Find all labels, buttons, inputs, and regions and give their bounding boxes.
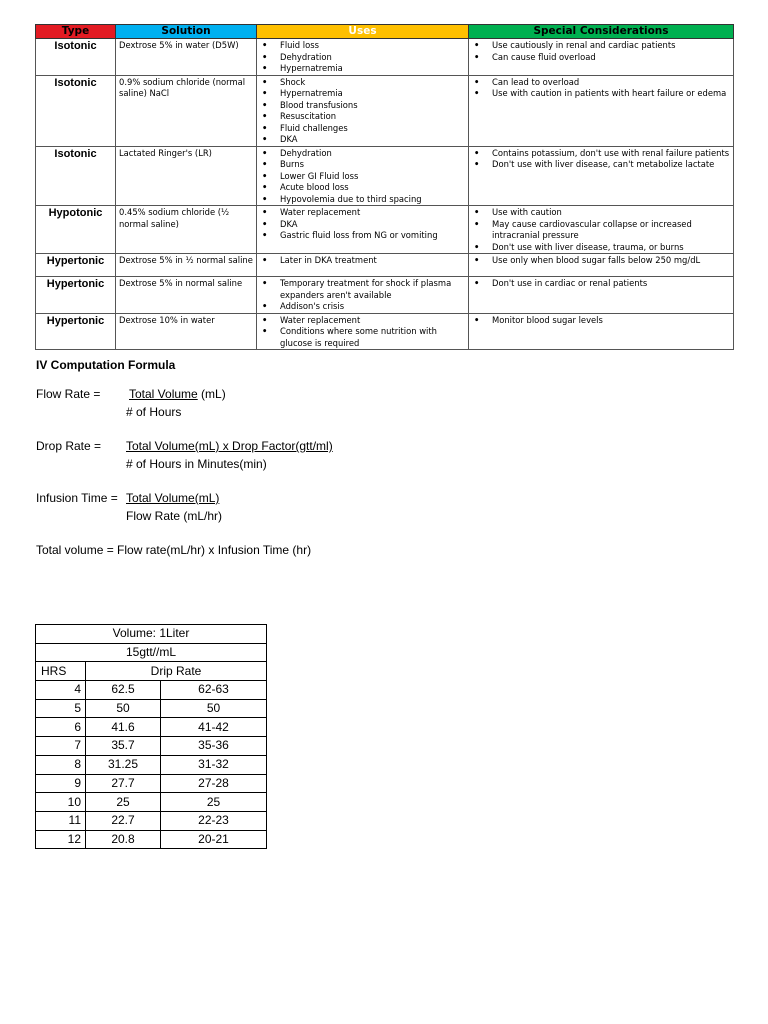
iv-table-row	[36, 313, 734, 350]
iv-special-considerations-cell	[469, 39, 734, 76]
considerations-list	[472, 315, 730, 327]
drip-exact-cell: 20.8	[86, 830, 161, 849]
iv-solutions-table	[35, 24, 734, 350]
use-item: • Dehydration	[260, 52, 465, 64]
total-volume-formula: Total volume = Flow rate(mL/hr) x Infusion Time (hr)	[36, 543, 312, 557]
uses-list	[260, 278, 465, 313]
consideration-item: • Don't use with liver disease, can't metabolize lactate	[472, 159, 730, 171]
uses-list	[260, 315, 465, 350]
iv-special-considerations-cell	[469, 75, 734, 146]
consideration-item: • Don't use with liver disease, trauma, or burns	[472, 242, 730, 254]
drip-hrs-cell: 11	[36, 811, 86, 830]
iv-special-considerations-cell	[469, 277, 734, 314]
iv-solution-cell: Lactated Ringer's (LR)	[116, 146, 257, 206]
drip-range-cell: 20-21	[161, 830, 267, 849]
iv-type-cell: Isotonic	[36, 39, 116, 76]
header-solution: Solution	[116, 25, 257, 39]
iv-uses-cell	[257, 75, 469, 146]
use-item: • Acute blood loss	[260, 182, 465, 194]
consideration-item: • Monitor blood sugar levels	[472, 315, 730, 327]
considerations-list	[472, 278, 730, 290]
use-item: • Hypernatremia	[260, 63, 465, 75]
drip-hrs-cell: 8	[36, 755, 86, 774]
iv-uses-cell	[257, 277, 469, 314]
drip-factor-cell: 15gtt//mL	[36, 643, 267, 662]
considerations-list	[472, 40, 730, 63]
consideration-item: • Can lead to overload	[472, 77, 730, 89]
drip-volume-cell: Volume: 1Liter	[36, 625, 267, 644]
iv-type-cell: Isotonic	[36, 146, 116, 206]
drip-exact-cell: 27.7	[86, 774, 161, 793]
use-item: • Water replacement	[260, 207, 465, 219]
use-item: • Water replacement	[260, 315, 465, 327]
consideration-item: • Don't use in cardiac or renal patients	[472, 278, 730, 290]
use-item: • Temporary treatment for shock if plasma expanders aren't available	[260, 278, 465, 301]
drop-rate-label: Drop Rate =	[36, 439, 102, 453]
drip-exact-cell: 22.7	[86, 811, 161, 830]
drip-hrs-cell: 7	[36, 737, 86, 756]
drip-hrs-cell: 4	[36, 681, 86, 700]
iv-table-row	[36, 254, 734, 277]
drip-volume-row	[36, 625, 267, 644]
drip-range-cell: 25	[161, 793, 267, 812]
header-type: Type	[36, 25, 116, 39]
drip-range-cell: 27-28	[161, 774, 267, 793]
drip-rate-row	[36, 718, 267, 737]
considerations-list	[472, 77, 730, 100]
iv-solution-cell: Dextrose 10% in water	[116, 313, 257, 350]
use-item: • Lower GI Fluid loss	[260, 171, 465, 183]
consideration-item: • Use only when blood sugar falls below 250 mg/dL	[472, 255, 730, 267]
iv-uses-cell	[257, 206, 469, 254]
drip-exact-cell: 35.7	[86, 737, 161, 756]
iv-solution-cell: Dextrose 5% in normal saline	[116, 277, 257, 314]
iv-uses-cell	[257, 146, 469, 206]
use-item: • Addison's crisis	[260, 301, 465, 313]
header-special-considerations: Special Considerations	[469, 25, 734, 39]
drip-range-cell: 50	[161, 699, 267, 718]
use-item: • Dehydration	[260, 148, 465, 160]
use-item: • Hypovolemia due to third spacing	[260, 194, 465, 206]
drip-rate-row	[36, 737, 267, 756]
consideration-item: • Use with caution	[472, 207, 730, 219]
consideration-item: • Use cautiously in renal and cardiac patients	[472, 40, 730, 52]
drip-rate-row	[36, 811, 267, 830]
drip-hrs-cell: 12	[36, 830, 86, 849]
use-item: • Blood transfusions	[260, 100, 465, 112]
formula-heading: IV Computation Formula	[36, 358, 176, 372]
consideration-item: • Contains potassium, don't use with renal failure patients	[472, 148, 730, 160]
iv-uses-cell	[257, 313, 469, 350]
use-item: • Burns	[260, 159, 465, 171]
drip-range-cell: 22-23	[161, 811, 267, 830]
drip-rate-row	[36, 681, 267, 700]
use-item: • Conditions where some nutrition with glucose is required	[260, 326, 465, 349]
flow-rate-numerator	[126, 387, 226, 401]
drip-header-row	[36, 662, 267, 681]
considerations-list	[472, 148, 730, 171]
iv-table-row	[36, 75, 734, 146]
iv-solution-cell: 0.45% sodium chloride (½ normal saline)	[116, 206, 257, 254]
drip-exact-cell: 41.6	[86, 718, 161, 737]
uses-list	[260, 207, 465, 242]
drip-exact-cell: 25	[86, 793, 161, 812]
uses-list	[260, 148, 465, 206]
iv-special-considerations-cell	[469, 146, 734, 206]
use-item: • Shock	[260, 77, 465, 89]
drip-rate-row	[36, 830, 267, 849]
iv-solution-cell: Dextrose 5% in water (D5W)	[116, 39, 257, 76]
iv-table-row	[36, 277, 734, 314]
flow-rate-numerator-unit: (mL)	[197, 387, 226, 401]
drip-range-cell: 41-42	[161, 718, 267, 737]
iv-table-row	[36, 39, 734, 76]
drip-hrs-cell: 6	[36, 718, 86, 737]
drip-hrs-cell: 5	[36, 699, 86, 718]
infusion-time-denominator: Flow Rate (mL/hr)	[126, 509, 223, 523]
consideration-item: • Use with caution in patients with heart failure or edema	[472, 88, 730, 100]
uses-list	[260, 77, 465, 146]
use-item: • Fluid challenges	[260, 123, 465, 135]
drip-exact-cell: 50	[86, 699, 161, 718]
drop-rate-numerator: Total Volume(mL) x Drop Factor(gtt/ml)	[126, 439, 333, 453]
use-item: • Hypernatremia	[260, 88, 465, 100]
drip-range-cell: 31-32	[161, 755, 267, 774]
flow-rate-label: Flow Rate =	[36, 387, 101, 401]
iv-special-considerations-cell	[469, 313, 734, 350]
drip-hrs-cell: 10	[36, 793, 86, 812]
drip-factor-row	[36, 643, 267, 662]
iv-special-considerations-cell	[469, 254, 734, 277]
use-item: • Resuscitation	[260, 111, 465, 123]
drip-rate-row	[36, 793, 267, 812]
drip-exact-cell: 31.25	[86, 755, 161, 774]
use-item: • DKA	[260, 219, 465, 231]
flow-rate-numerator-underlined: Total Volume	[129, 387, 198, 401]
iv-uses-cell	[257, 254, 469, 277]
uses-list	[260, 40, 465, 75]
use-item: • Gastric fluid loss from NG or vomiting	[260, 230, 465, 242]
drip-col-drip-rate: Drip Rate	[86, 662, 267, 681]
infusion-time-label: Infusion Time =	[36, 491, 118, 505]
iv-table-row	[36, 146, 734, 206]
iv-type-cell: Isotonic	[36, 75, 116, 146]
considerations-list	[472, 207, 730, 253]
drip-range-cell: 35-36	[161, 737, 267, 756]
considerations-list	[472, 255, 730, 267]
iv-solution-cell: 0.9% sodium chloride (normal saline) NaCl	[116, 75, 257, 146]
flow-rate-denominator: # of Hours	[126, 405, 182, 419]
infusion-time-numerator: Total Volume(mL)	[126, 491, 220, 505]
consideration-item: • May cause cardiovascular collapse or increased intracranial pressure	[472, 219, 730, 242]
drip-hrs-cell: 9	[36, 774, 86, 793]
drip-exact-cell: 62.5	[86, 681, 161, 700]
drip-rate-row	[36, 699, 267, 718]
drip-col-hrs: HRS	[36, 662, 86, 681]
iv-table-header-row	[36, 25, 734, 39]
drip-rate-row	[36, 755, 267, 774]
header-uses: Uses	[257, 25, 469, 39]
uses-list	[260, 255, 465, 267]
iv-solution-cell: Dextrose 5% in ½ normal saline	[116, 254, 257, 277]
drop-rate-denominator: # of Hours in Minutes(min)	[126, 457, 267, 471]
iv-special-considerations-cell	[469, 206, 734, 254]
iv-type-cell: Hypertonic	[36, 254, 116, 277]
drip-rate-table	[35, 624, 267, 849]
iv-table-row	[36, 206, 734, 254]
iv-type-cell: Hypertonic	[36, 313, 116, 350]
drip-rate-row	[36, 774, 267, 793]
iv-uses-cell	[257, 39, 469, 76]
iv-type-cell: Hypotonic	[36, 206, 116, 254]
consideration-item: • Can cause fluid overload	[472, 52, 730, 64]
use-item: • Later in DKA treatment	[260, 255, 465, 267]
use-item: • Fluid loss	[260, 40, 465, 52]
use-item: • DKA	[260, 134, 465, 146]
iv-type-cell: Hypertonic	[36, 277, 116, 314]
drip-range-cell: 62-63	[161, 681, 267, 700]
